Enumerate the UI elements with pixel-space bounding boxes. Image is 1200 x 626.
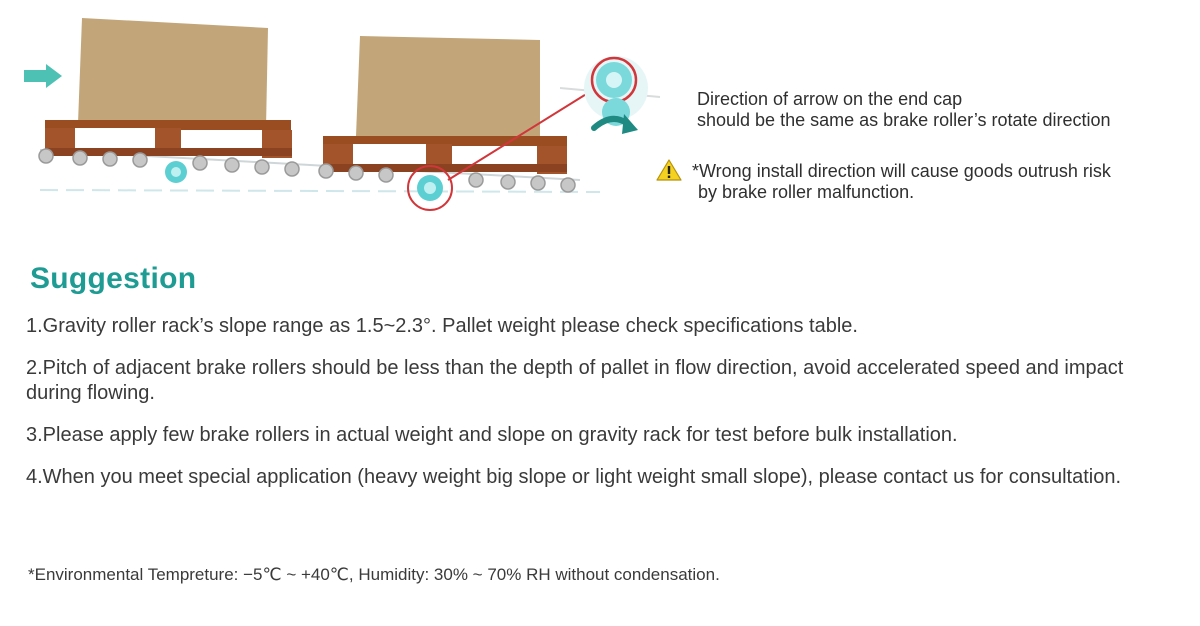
suggestion-item: 2.Pitch of adjacent brake rollers should be less than the depth of pallet in flow direction, avoid accelerated speed and impact during flowing. [26, 357, 1124, 404]
suggestion-item: 1.Gravity roller rack’s slope range as 1.5~2.3°. Pallet weight please check specifications table. [26, 315, 858, 337]
suggestion-item: 3.Please apply few brake rollers in actual weight and slope on gravity rack for test before bulk installation. [26, 424, 958, 446]
warning-line: *Wrong install direction will cause goods outrush risk [692, 161, 1111, 181]
end-cap-direction-note [697, 89, 1187, 131]
brake-roller [165, 161, 187, 183]
roller [225, 158, 239, 172]
gravity-rack-illustration [0, 0, 690, 250]
roller [73, 151, 87, 165]
roller [501, 175, 515, 189]
right-box [356, 36, 540, 140]
roller [319, 164, 333, 178]
roller [349, 166, 363, 180]
right-pallet-load [323, 36, 567, 174]
flow-arrow-icon [24, 64, 62, 88]
suggestion-item: 4.When you meet special application (heavy weight big slope or light weight small slope), please contact us for consultation. [26, 466, 1122, 488]
left-box [78, 18, 268, 128]
environment-footnote: *Environmental Tempreture: −5℃ ~ +40℃, Humidity: 30% ~ 70% RH without condensation. [28, 565, 720, 584]
roller [255, 160, 269, 174]
roller [133, 153, 147, 167]
note-line: should be the same as brake roller’s rotate direction [697, 110, 1111, 130]
install-warning-note [692, 161, 1192, 203]
warning-icon [656, 158, 682, 182]
end-cap-detail [560, 56, 660, 126]
rail-dashed-line [40, 190, 600, 192]
roller [379, 168, 393, 182]
suggestion-list [26, 314, 1146, 490]
roller [531, 176, 545, 190]
roller [469, 173, 483, 187]
warning-line: by brake roller malfunction. [698, 182, 915, 202]
roller [285, 162, 299, 176]
note-line: Direction of arrow on the end cap [697, 89, 963, 109]
section-title: Suggestion [30, 262, 197, 295]
roller [561, 178, 575, 192]
roller [193, 156, 207, 170]
roller [39, 149, 53, 163]
roller [103, 152, 117, 166]
left-pallet-load [45, 18, 292, 158]
